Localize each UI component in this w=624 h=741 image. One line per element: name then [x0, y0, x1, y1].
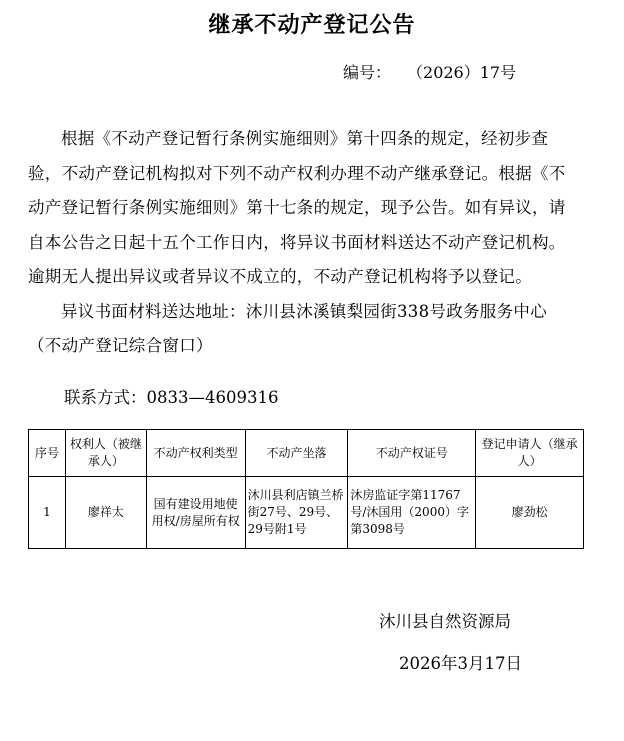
document-number-label: 编号： — [343, 63, 392, 82]
header-location: 不动产坐落 — [245, 430, 348, 477]
header-cert: 不动产权证号 — [348, 430, 476, 477]
notice-paragraph-main: 根据《不动产登记暂行条例实施细则》第十四条的规定，经初步查验，不动产登记机构拟对下列不动产权利办理不动产继承登记。根据《不动产登记暂行条例实施细则》第十七条的规定，现予公告。如有异议，请自本公告之日起十五个工作日内，将异议书面材料送达不动产登记机构。逾期无人提出异议或者异议不成立的，不动产登记机构将予以登记。 — [28, 129, 566, 286]
objection-address: 异议书面材料送达地址：沐川县沐溪镇梨园街338号政务服务中心（不动产登记综合窗口） — [28, 301, 547, 355]
property-table — [28, 429, 584, 549]
header-holder: 权利人（被继承人） — [65, 430, 146, 477]
cell-holder: 廖祥太 — [65, 477, 146, 549]
header-type: 不动产权利类型 — [146, 430, 245, 477]
cell-location: 沐川县利店镇兰桥街27号、29号、29号附1号 — [245, 477, 348, 549]
header-applicant: 登记申请人（继承人） — [476, 430, 584, 477]
contact-info: 联系方式：0833—4609316 — [64, 388, 279, 407]
cell-applicant: 廖劲松 — [476, 477, 584, 549]
table-header-row — [29, 430, 584, 477]
cell-type: 国有建设用地使用权/房屋所有权 — [146, 477, 245, 549]
issuing-organization: 沐川县自然资源局 — [379, 612, 511, 631]
cell-seq: 1 — [29, 477, 66, 549]
header-seq: 序号 — [29, 430, 66, 477]
document-number-value: （2026）17号 — [407, 63, 517, 82]
notice-title: 继承不动产登记公告 — [208, 13, 416, 38]
issue-date: 2026年3月17日 — [399, 654, 522, 673]
table-row — [29, 477, 584, 549]
cell-cert: 沐房监证字第11767号/沐国用（2000）字第3098号 — [348, 477, 476, 549]
notice-body — [28, 122, 576, 364]
document-number — [343, 60, 516, 83]
